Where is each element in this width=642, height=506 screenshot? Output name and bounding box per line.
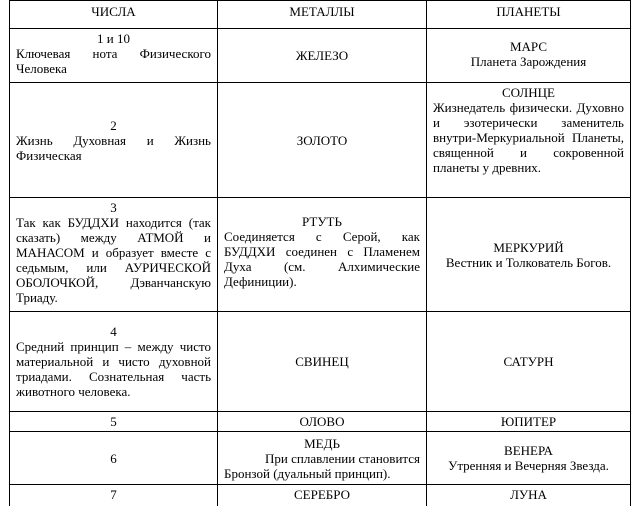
metal-name: ОЛОВО (299, 414, 345, 429)
metal-name: ЗОЛОТО (296, 132, 348, 148)
cell-number (10, 485, 218, 506)
table-row (10, 312, 631, 412)
cell-number (10, 312, 218, 412)
planet-name: САТУРН (503, 354, 554, 369)
cell-metal (218, 29, 427, 83)
header-planets: ПЛАНЕТЫ (427, 1, 631, 29)
cell-planet (427, 29, 631, 83)
header-metals: МЕТАЛЛЫ (218, 1, 427, 29)
planet-name: ЮПИТЕР (500, 414, 557, 429)
table-row (10, 83, 631, 198)
number-value: 5 (110, 414, 117, 429)
metal-name: РТУТЬ (302, 214, 342, 229)
cell-metal (218, 312, 427, 412)
cell-planet (427, 83, 631, 198)
correspondence-table (9, 0, 631, 506)
number-value: 7 (110, 487, 117, 502)
cell-number (10, 412, 218, 432)
cell-number (10, 198, 218, 312)
cell-metal (218, 432, 427, 485)
cell-planet (427, 485, 631, 506)
cell-number (10, 432, 218, 485)
table-row (10, 432, 631, 485)
cell-metal (218, 485, 427, 506)
cell-metal (218, 83, 427, 198)
table-row (10, 198, 631, 312)
number-value: 2 (110, 117, 117, 133)
number-value: 3 (110, 200, 117, 215)
cell-number (10, 29, 218, 83)
planet-description: Жизнедатель физически. Духовно и эзотерически заменитель внутри-Меркуриальной Планеты, священной и сокровенной планеты у древних. (433, 100, 624, 175)
cell-metal (218, 198, 427, 312)
cell-number (10, 83, 218, 198)
planet-name: ВЕНЕРА (504, 443, 553, 458)
metal-description: При сплавлении становится Бронзой (дуальный принцип). (224, 450, 420, 481)
cell-planet (427, 312, 631, 412)
planet-name: ЛУНА (510, 487, 547, 502)
table-header-row (10, 1, 631, 29)
header-numbers: ЧИСЛА (10, 1, 218, 29)
metal-name: СЕРЕБРО (293, 487, 351, 502)
planet-name: МАРС (509, 39, 547, 54)
number-description: Так как БУДДХИ находится (так сказать) между АТМОЙ и МАНАСОМ и образует вместе с седьмым, или АУРИЧЕСКОЙ ОБОЛОЧКОЙ, Дэванчанскую Триаду. (16, 215, 211, 305)
cell-planet (427, 432, 631, 485)
number-value: 4 (110, 324, 117, 339)
metal-name: СВИНЕЦ (295, 354, 349, 369)
metal-name: МЕДЬ (304, 435, 340, 451)
cell-metal (218, 412, 427, 432)
number-value: 6 (110, 450, 117, 466)
metal-description: Соединяется с Серой, как БУДДХИ соединен с Пламенем Духа (см. Алхимические Дефиниции). (224, 229, 420, 289)
planet-name: МЕРКУРИЙ (493, 239, 564, 255)
number-value: 1 и 10 (97, 31, 130, 46)
number-description: Жизнь Духовная и Жизнь Физическая (16, 132, 211, 163)
table-row (10, 485, 631, 506)
planet-name: СОЛНЦЕ (502, 85, 555, 100)
table-row (10, 29, 631, 83)
cell-planet (427, 412, 631, 432)
number-description: Средний принцип – между чисто материальной и чисто духовной триадами. Сознательная часть животного человека. (16, 339, 211, 399)
cell-planet (427, 198, 631, 312)
table-row (10, 412, 631, 432)
planet-description: Вестник и Толкователь Богов. (445, 254, 612, 270)
planet-description: Утренняя и Вечерняя Звезда. (448, 458, 609, 473)
metal-name: ЖЕЛЕЗО (295, 48, 349, 63)
planet-description: Планета Зарождения (470, 54, 587, 69)
number-description: Ключевая нота Физического Человека (16, 46, 211, 76)
